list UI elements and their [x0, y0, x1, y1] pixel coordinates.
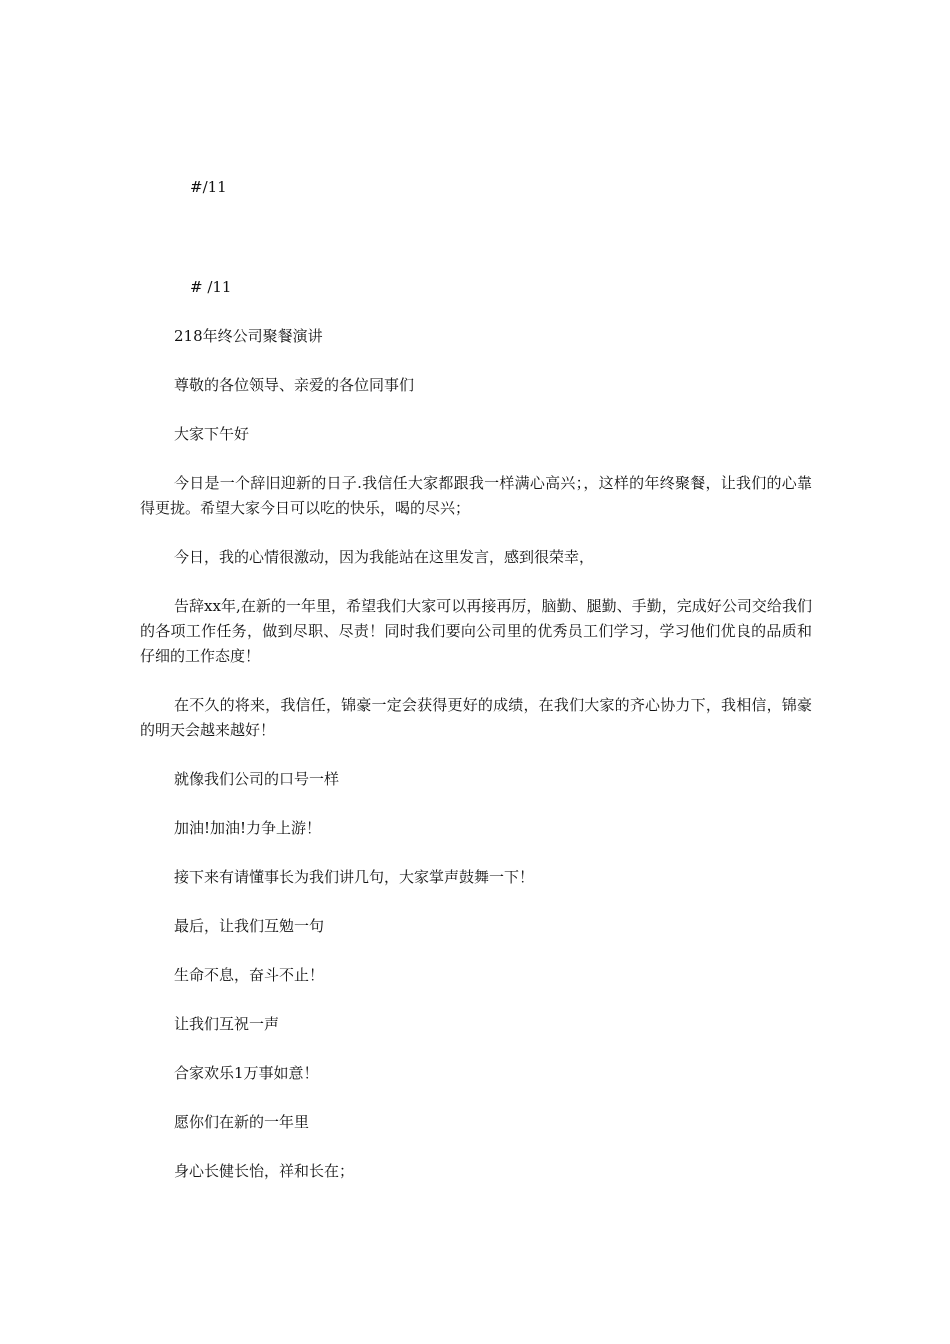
page-number-mark: #/11: [190, 178, 227, 196]
paragraph: 今日，我的心情很激动，因为我能站在这里发言，感到很荣幸，: [174, 548, 595, 566]
text-line: 最后，让我们互勉一句: [174, 917, 325, 935]
document-title: 218年终公司聚餐演讲: [174, 327, 323, 345]
paragraph: 在不久的将来，我信任，锦豪一定会获得更好的成绩，在我们大家的齐心协力下，我相信，锦豪的明天会越来越好！: [140, 696, 812, 739]
text-line: 生命不息，奋斗不止！: [174, 966, 325, 984]
text-line: 合家欢乐1万事如意！: [174, 1064, 319, 1082]
text-line: 愿你们在新的一年里: [174, 1113, 310, 1131]
document-body: [140, 324, 812, 1208]
text-line: 就像我们公司的口号一样: [174, 770, 340, 788]
paragraph: 告辞xx年,在新的一年里，希望我们大家可以再接再厉，脑勤、腿勤、手勤，完成好公司交给我们的各项工作任务，做到尽职、尽责！同时我们要向公司里的优秀员工们学习，学习他们优良的品质和仔细的工作态度！: [140, 597, 812, 665]
text-line: 加油!加油!力争上游！: [174, 819, 322, 837]
paragraph: 今日是一个辞旧迎新的日子.我信任大家都跟我一样满心高兴；，这样的年终聚餐，让我们的心靠得更拢。希望大家今日可以吃的快乐，喝的尽兴；: [140, 474, 812, 517]
salutation: 尊敬的各位领导、亲爱的各位同事们: [174, 376, 415, 394]
text-line: 接下来有请懂事长为我们讲几句，大家掌声鼓舞一下！: [174, 868, 535, 886]
text-line: 让我们互祝一声: [174, 1015, 280, 1033]
page-number-mark: # /11: [190, 278, 232, 296]
text-line: 身心长健长怡，祥和长在；: [174, 1162, 355, 1180]
greeting: 大家下午好: [174, 425, 250, 443]
